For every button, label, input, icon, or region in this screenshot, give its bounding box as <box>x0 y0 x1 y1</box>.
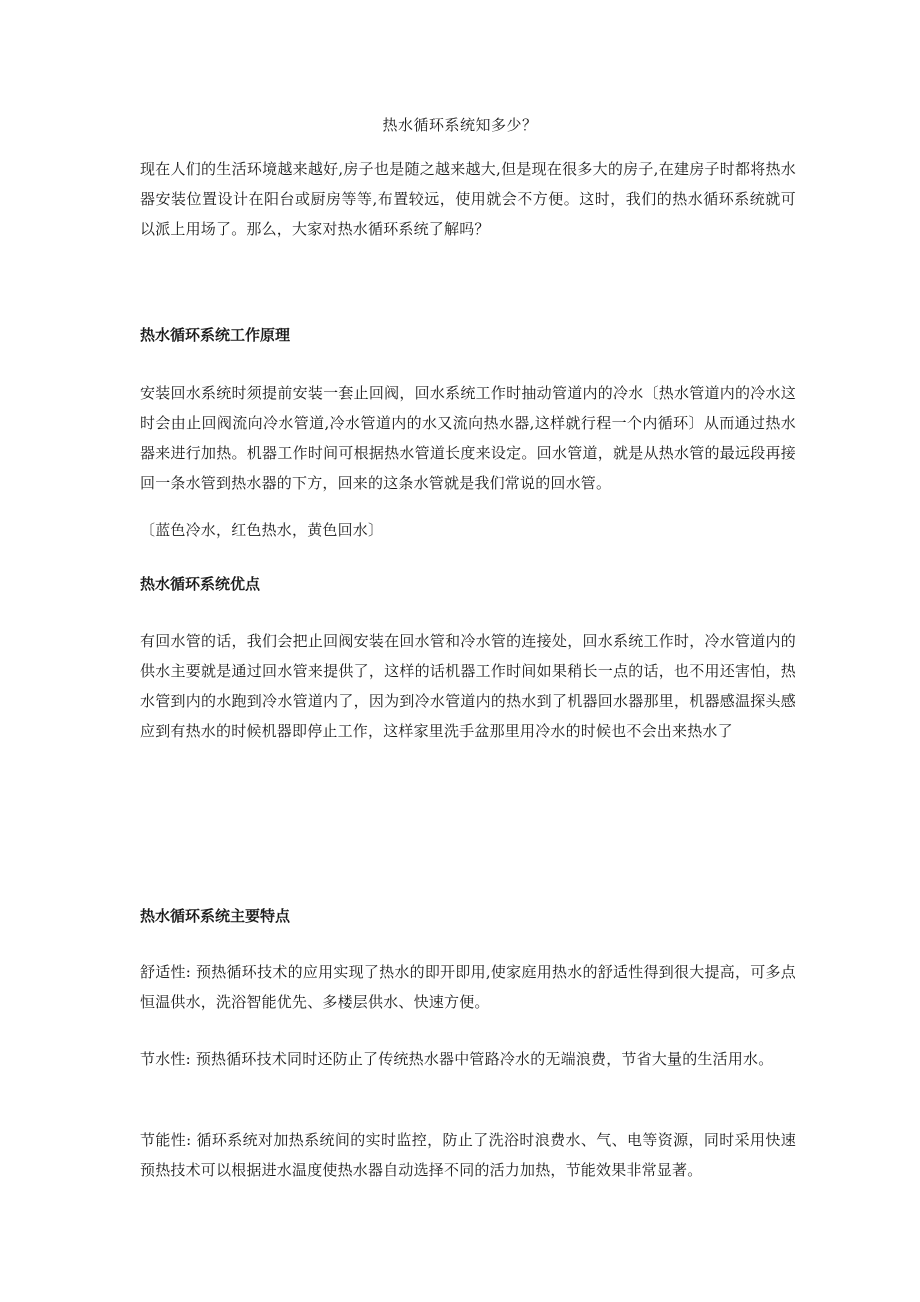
principle-paragraph: 安装回水系统时须提前安装一套止回阀，回水系统工作时抽动管道内的冷水〔热水管道内的冷水这时会由止回阀流向冷水管道,冷水管道内的水又流向热水器,这样就行程一个内循环〕从而通过热水器来进行加热。机器工作时间可根据热水管道长度来设定。回水管道，就是从热水管的最远段再接回一条水管到热水器的下方，回来的这条水管就是我们常说的回水管。 <box>140 384 796 492</box>
page-title: 热水循环系统知多少？ <box>382 116 538 134</box>
feature-energy-saving-paragraph: 节能性: 循环系统对加热系统间的实时监控，防止了洗浴时浪费水、气、电等资源，同时采用快速预热技术可以根据进水温度使热水器自动选择不同的活力加热，节能效果非常显著。 <box>140 1131 796 1179</box>
intro-paragraph: 现在人们的生活环境越来越好,房子也是随之越来越大,但是现在很多大的房子,在建房子时都将热水器安装位置设计在阳台或厨房等等,布置较远，使用就会不方便。这时，我们的热水循环系统就可以派上用场了。那么，大家对热水循环系统了解吗？ <box>140 160 796 238</box>
advantages-paragraph: 有回水管的话，我们会把止回阀安装在回水管和冷水管的连接处，回水系统工作时，冷水管道内的供水主要就是通过回水管来提供了，这样的话机器工作时间如果稍长一点的话，也不用还害怕，热水管到内的水跑到冷水管道内了，因为到冷水管道内的热水到了机器回水器那里，机器感温探头感应到有热水的时候机器即停止工作，这样家里洗手盆那里用冷水的时候也不会出来热水了 <box>140 632 796 740</box>
section-heading-principle: 热水循环系统工作原理 <box>140 326 291 344</box>
feature-water-saving-paragraph: 节水性: 预热循环技术同时还防止了传统热水器中管路冷水的无端浪费，节省大量的生活用水。 <box>140 1050 774 1068</box>
color-legend-note: 〔蓝色冷水，红色热水，黄色回水〕 <box>140 521 384 539</box>
feature-comfort-paragraph: 舒适性: 预热循环技术的应用实现了热水的即开即用,使家庭用热水的舒适性得到很大提高，可多点恒温供水，洗浴智能优先、多楼层供水、快速方便。 <box>140 963 796 1011</box>
section-heading-features: 热水循环系统主要特点 <box>140 907 291 925</box>
section-heading-advantages: 热水循环系统优点 <box>140 575 261 593</box>
